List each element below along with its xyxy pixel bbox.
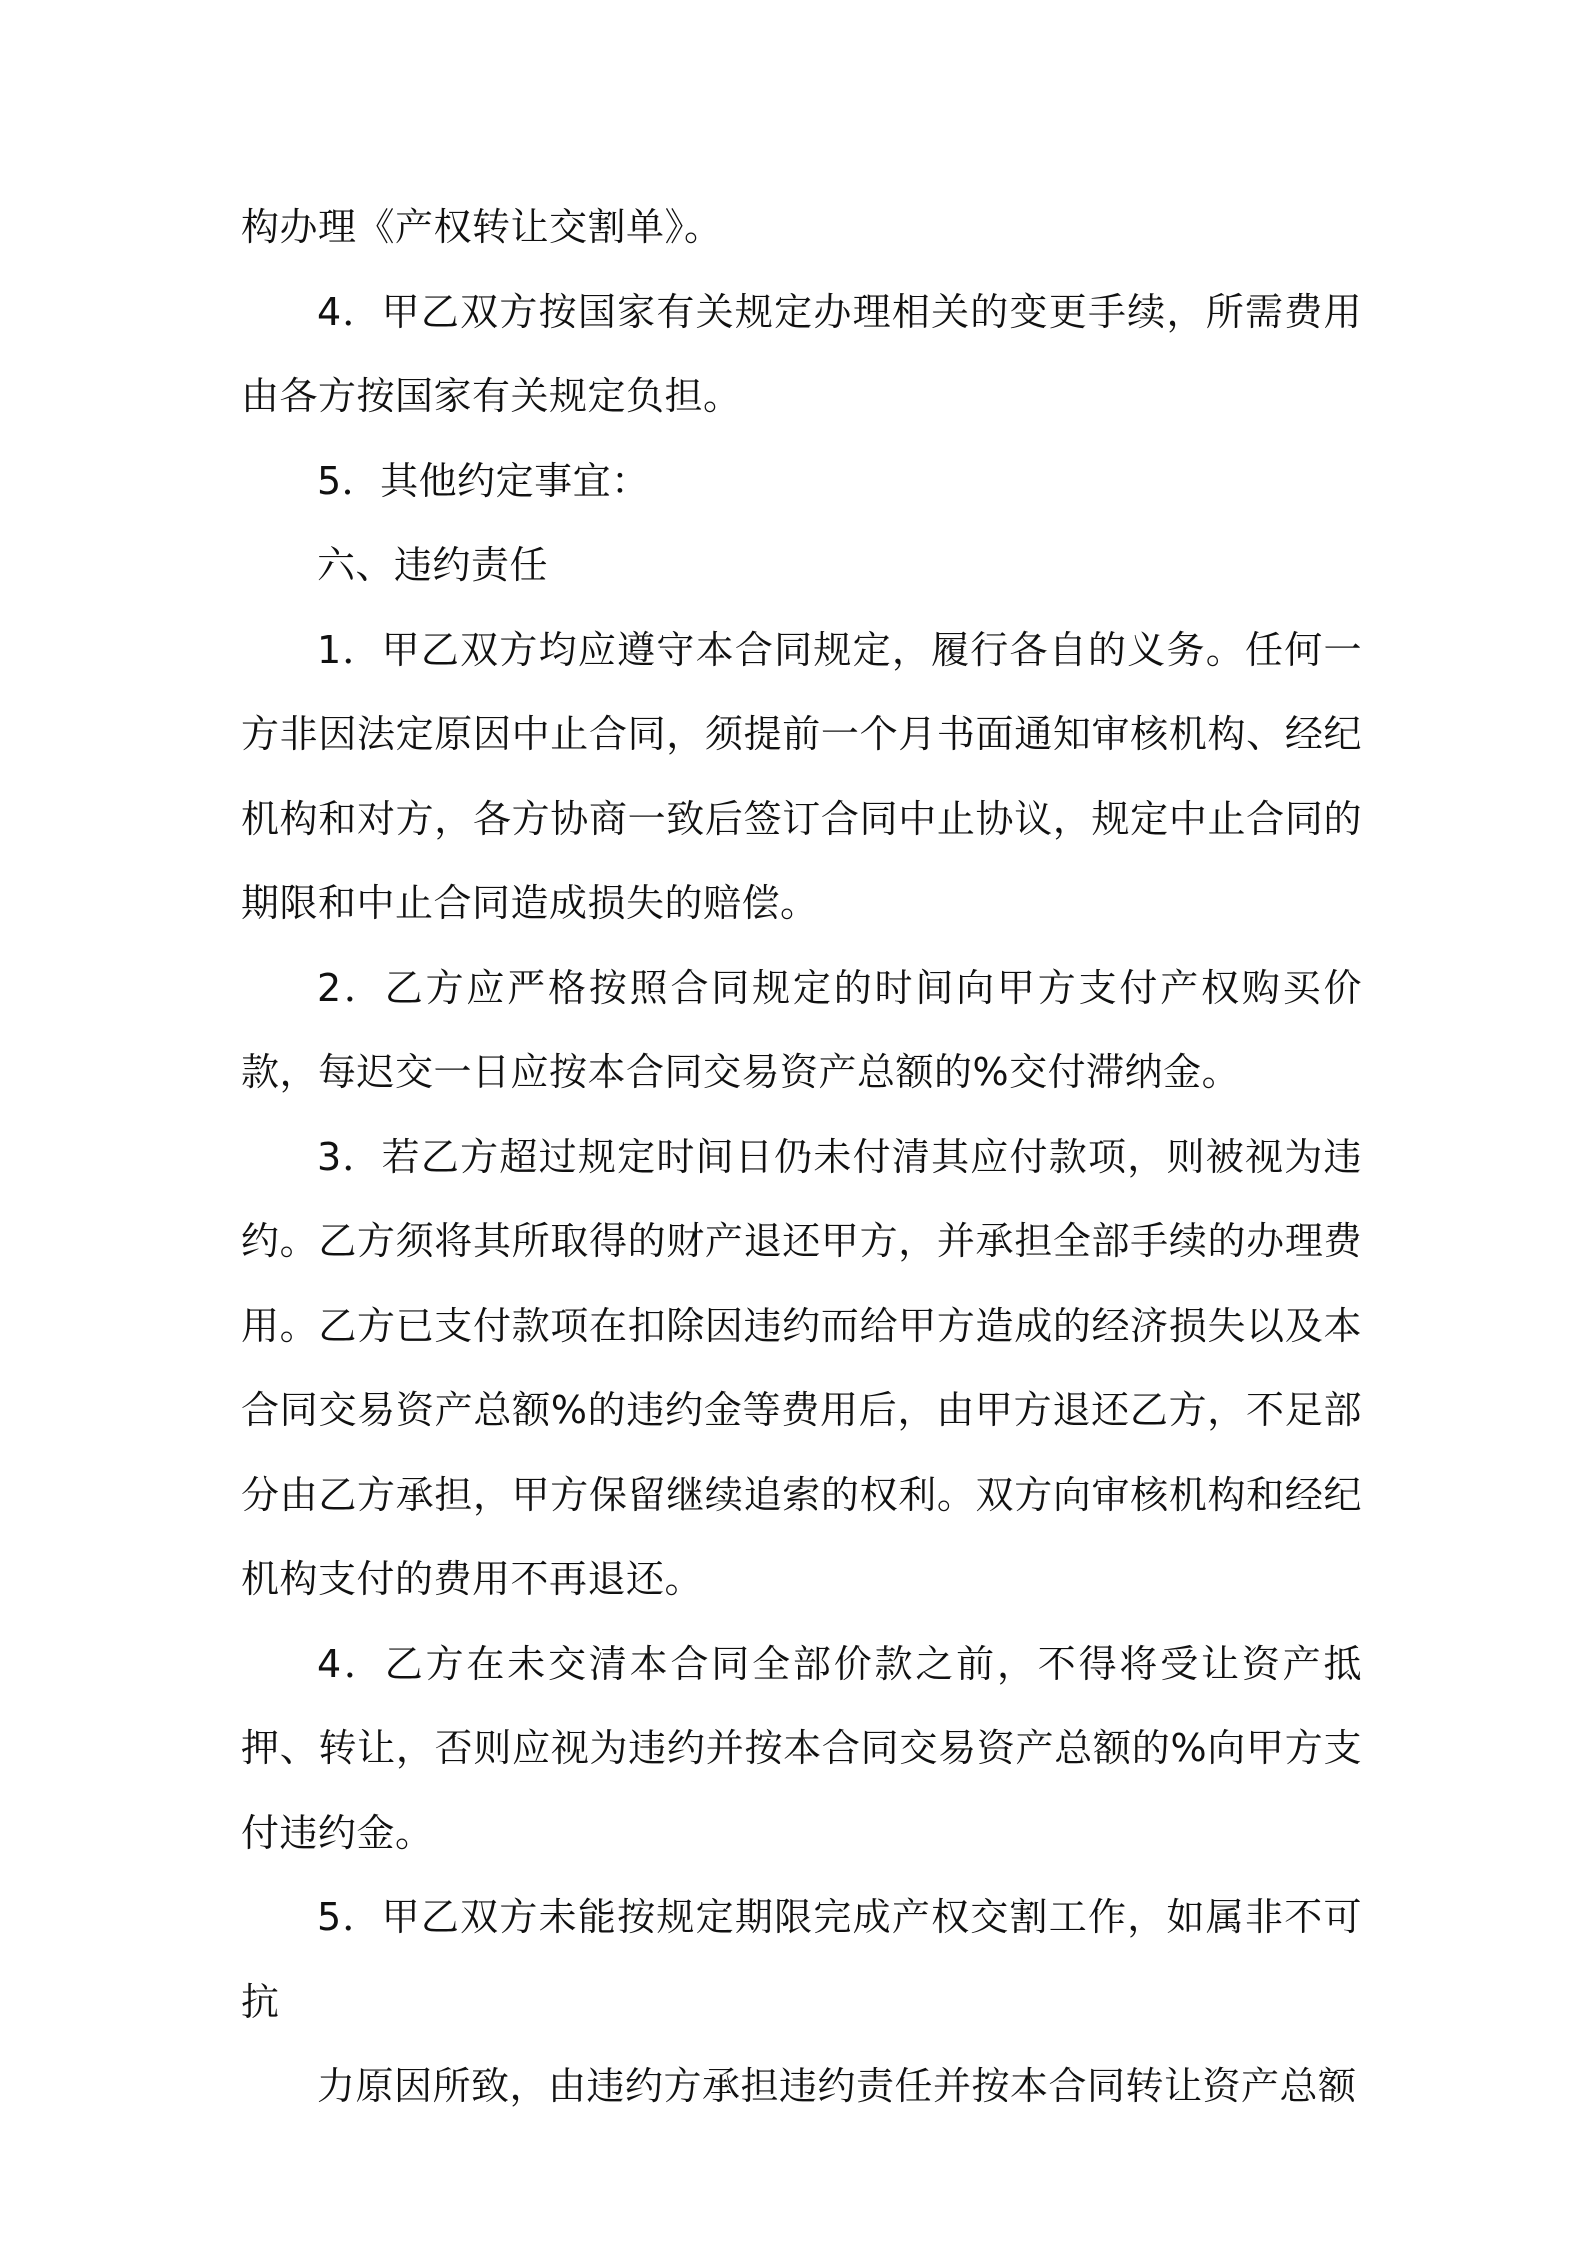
section-heading-breach-liability: 六、违约责任 <box>317 543 549 587</box>
paragraph-clause-4-change-procedures: 4．甲乙双方按国家有关规定办理相关的变更手续，所需费用由各方按国家有关规定负担。 <box>241 289 1362 418</box>
paragraph-breach-clause-3: 3．若乙方超过规定时间日仍未付清其应付款项，则被视为违约。乙方须将其所取得的财产退还甲方，并承担全部手续的办理费用。乙方已支付款项在扣除因违约而给甲方造成的经济损失以及本合同交易资产总额%的违约金等费用后，由甲方退还乙方，不足部分由乙方承担，甲方保留继续追索的权利。双方向审核机构和经纪机构支付的费用不再退还。 <box>241 1134 1362 1601</box>
paragraph-continuation: 构办理《产权转让交割单》。 <box>241 205 723 249</box>
paragraph-breach-clause-2: 2．乙方应严格按照合同规定的时间向甲方支付产权购买价款，每迟交一日应按本合同交易资产总额的%交付滞纳金。 <box>241 965 1362 1094</box>
paragraph-clause-5-other-matters: 5．其他约定事宜： <box>317 458 650 503</box>
paragraph-breach-clause-1: 1．甲乙双方均应遵守本合同规定，履行各自的义务。任何一方非因法定原因中止合同，须提前一个月书面通知审核机构、经纪机构和对方，各方协商一致后签订合同中止协议，规定中止合同的期限和中止合同造成损失的赔偿。 <box>241 627 1362 925</box>
paragraph-breach-clause-5-line-2: 力原因所致，由违约方承担违约责任并按本合同转让资产总额 <box>317 2064 1357 2108</box>
contract-body <box>241 185 1362 2129</box>
paragraph-breach-clause-4: 4．乙方在未交清本合同全部价款之前，不得将受让资产抵押、转让，否则应视为违约并按本合同交易资产总额的%向甲方支付违约金。 <box>241 1641 1362 1855</box>
paragraph-breach-clause-5-line-1: 5．甲乙双方未能按规定期限完成产权交割工作，如属非不可抗 <box>241 1895 1362 2024</box>
